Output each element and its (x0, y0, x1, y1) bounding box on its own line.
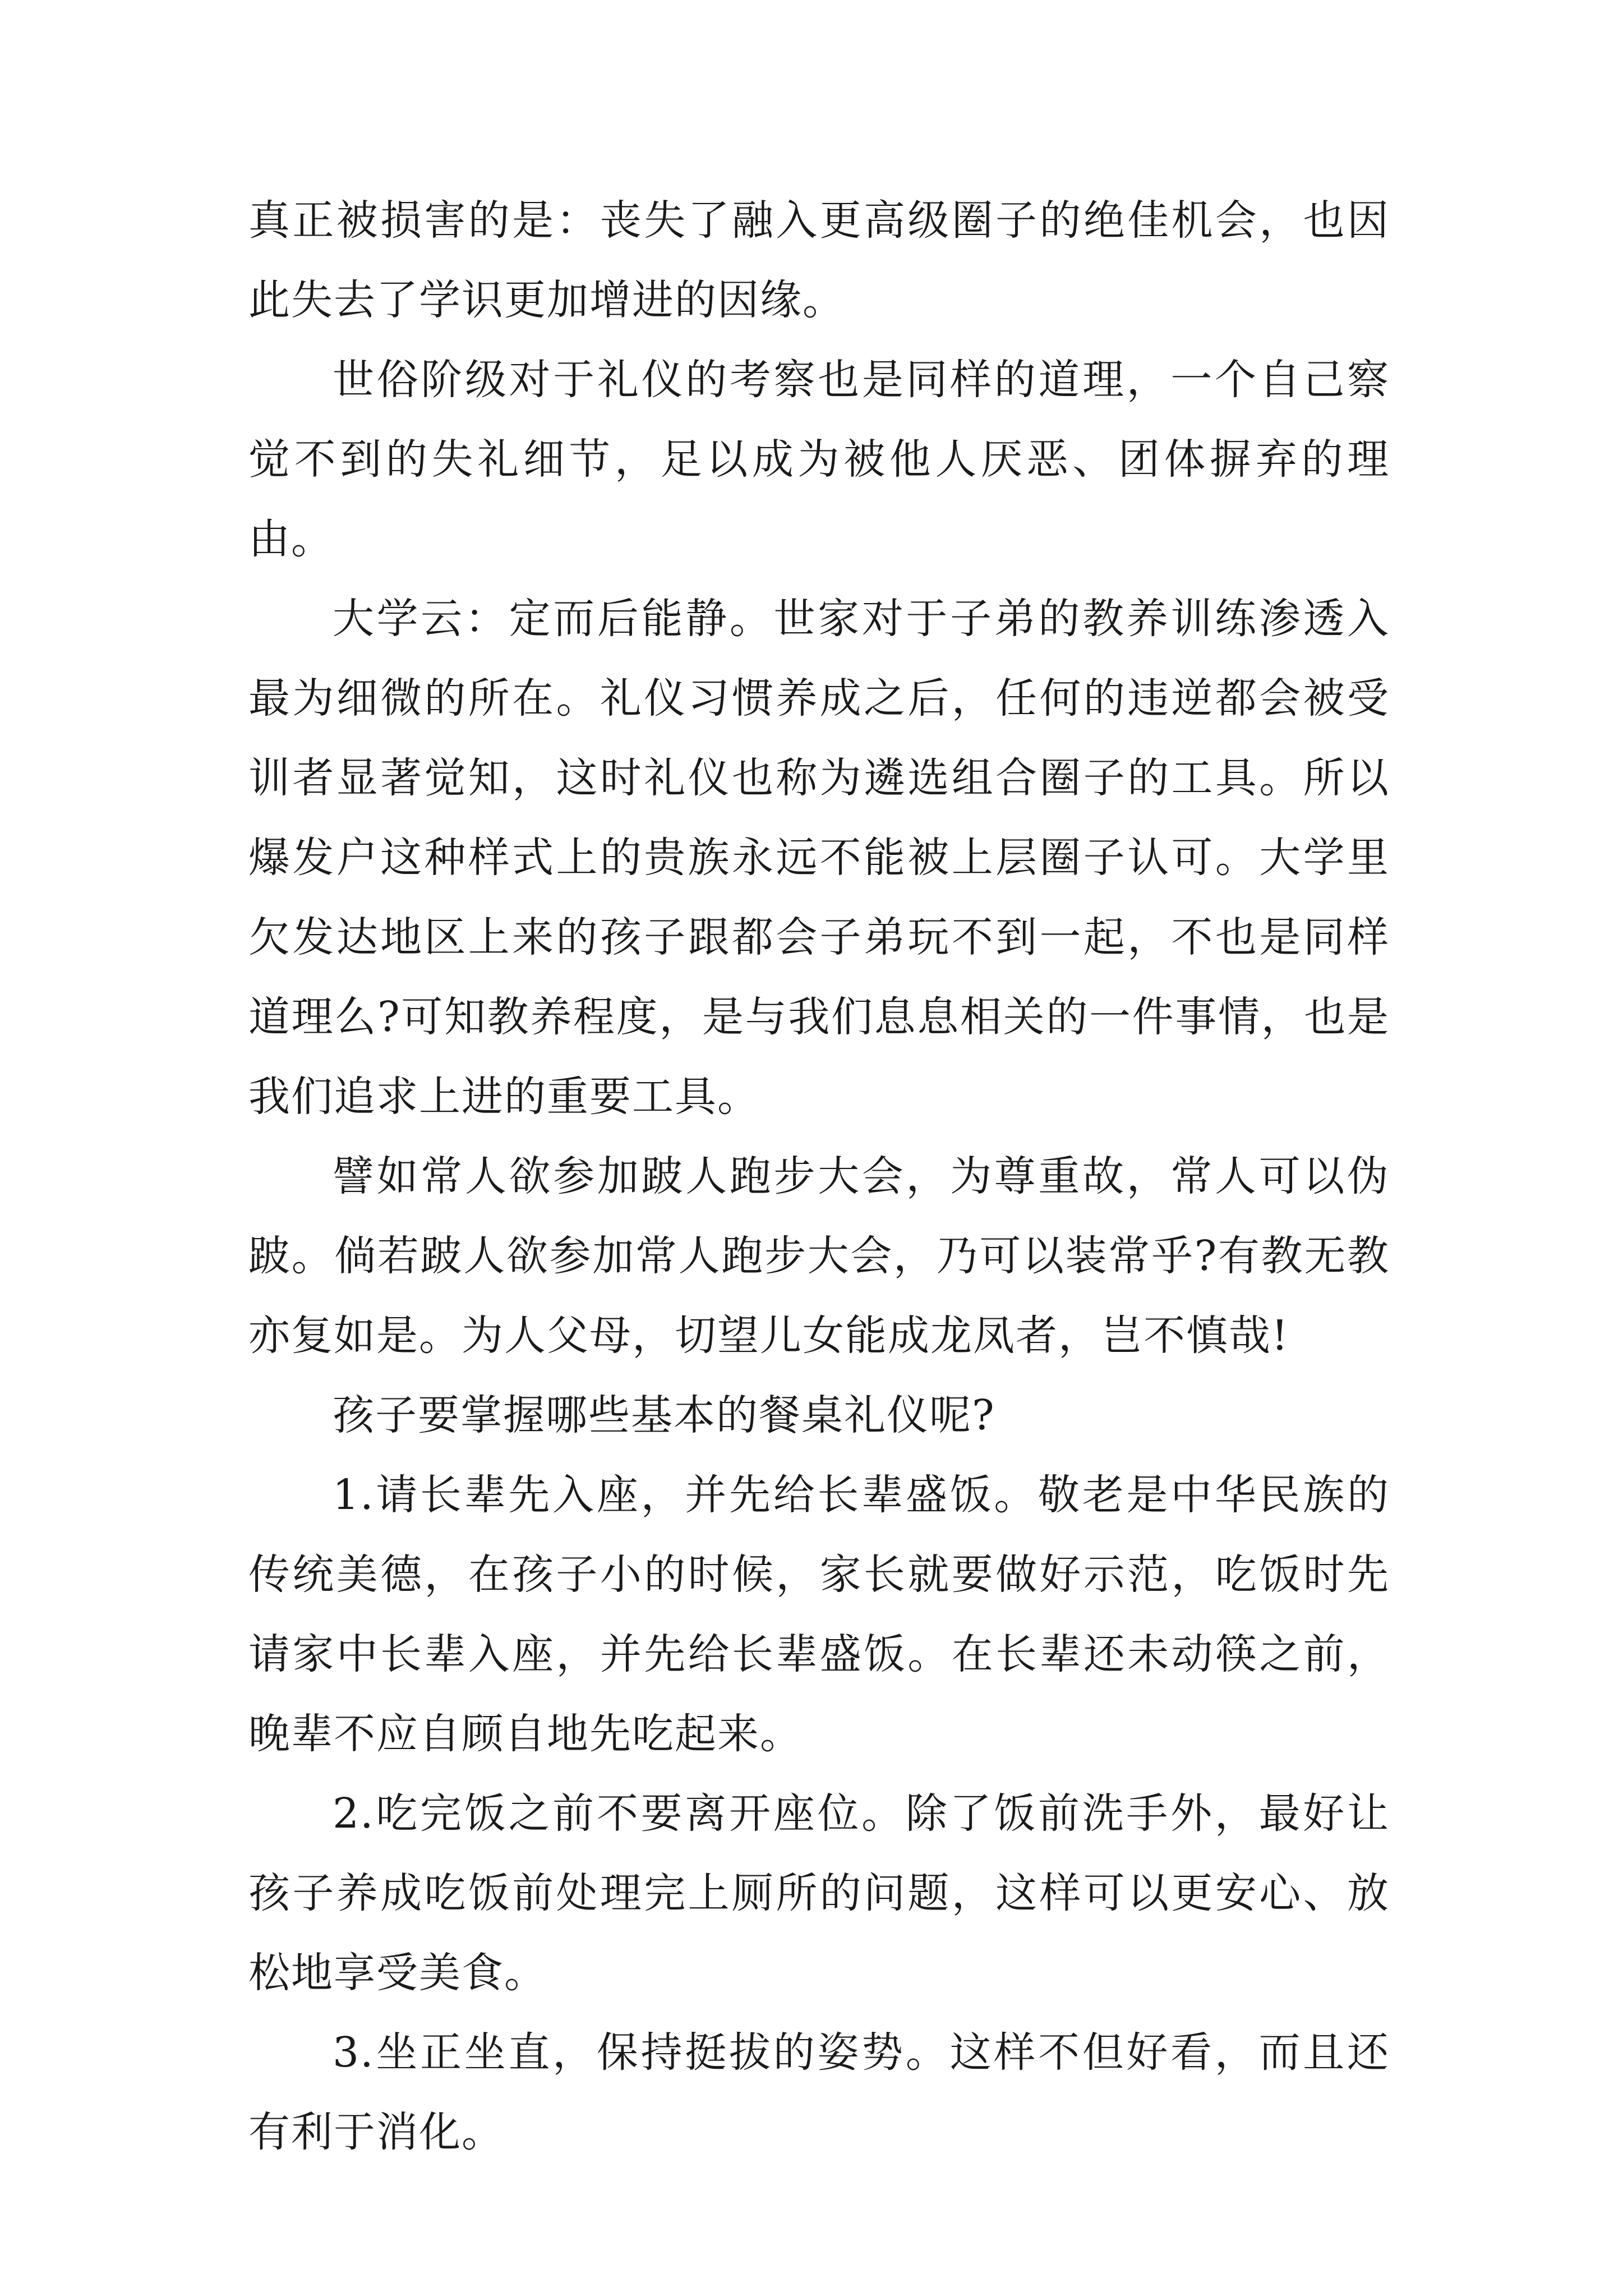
document-body (248, 181, 1390, 2172)
paragraph-8: 3.坐正坐直，保持挺拔的姿势。这样不但好看，而且还有利于消化。 (248, 2028, 1390, 2156)
paragraph-5: 孩子要掌握哪些基本的餐桌礼仪呢? (333, 1391, 995, 1439)
paragraph-7: 2.吃完饭之前不要离开座位。除了饭前洗手外，最好让孩子养成吃饭前处理完上厕所的问题，这样可以更安心、放松地享受美食。 (248, 1789, 1390, 1997)
paragraph-1: 真正被损害的是：丧失了融入更高级圈子的绝佳机会，也因此失去了学识更加增进的因缘。 (248, 196, 1390, 324)
paragraph-4: 譬如常人欲参加跛人跑步大会，为尊重故，常人可以伪跛。倘若跛人欲参加常人跑步大会，乃可以装常乎?有教无教亦复如是。为人父母，切望儿女能成龙凤者，岂不慎哉! (248, 1152, 1390, 1360)
paragraph-6: 1.请长辈先入座，并先给长辈盛饭。敬老是中华民族的传统美德，在孩子小的时候，家长就要做好示范，吃饭时先请家中长辈入座，并先给长辈盛饭。在长辈还未动筷之前，晚辈不应自顾自地先吃起来。 (248, 1471, 1390, 1758)
paragraph-3: 大学云：定而后能静。世家对于子弟的教养训练渗透入最为细微的所在。礼仪习惯养成之后，任何的违逆都会被受训者显著觉知，这时礼仪也称为遴选组合圈子的工具。所以爆发户这种样式上的贵族永远不能被上层圈子认可。大学里欠发达地区上来的孩子跟都会子弟玩不到一起，不也是同样道理么?可知教养程度，是与我们息息相关的一件事情，也是我们追求上进的重要工具。 (248, 595, 1390, 1121)
paragraph-2: 世俗阶级对于礼仪的考察也是同样的道理，一个自己察觉不到的失礼细节，足以成为被他人厌恶、团体摒弃的理由。 (248, 356, 1390, 563)
